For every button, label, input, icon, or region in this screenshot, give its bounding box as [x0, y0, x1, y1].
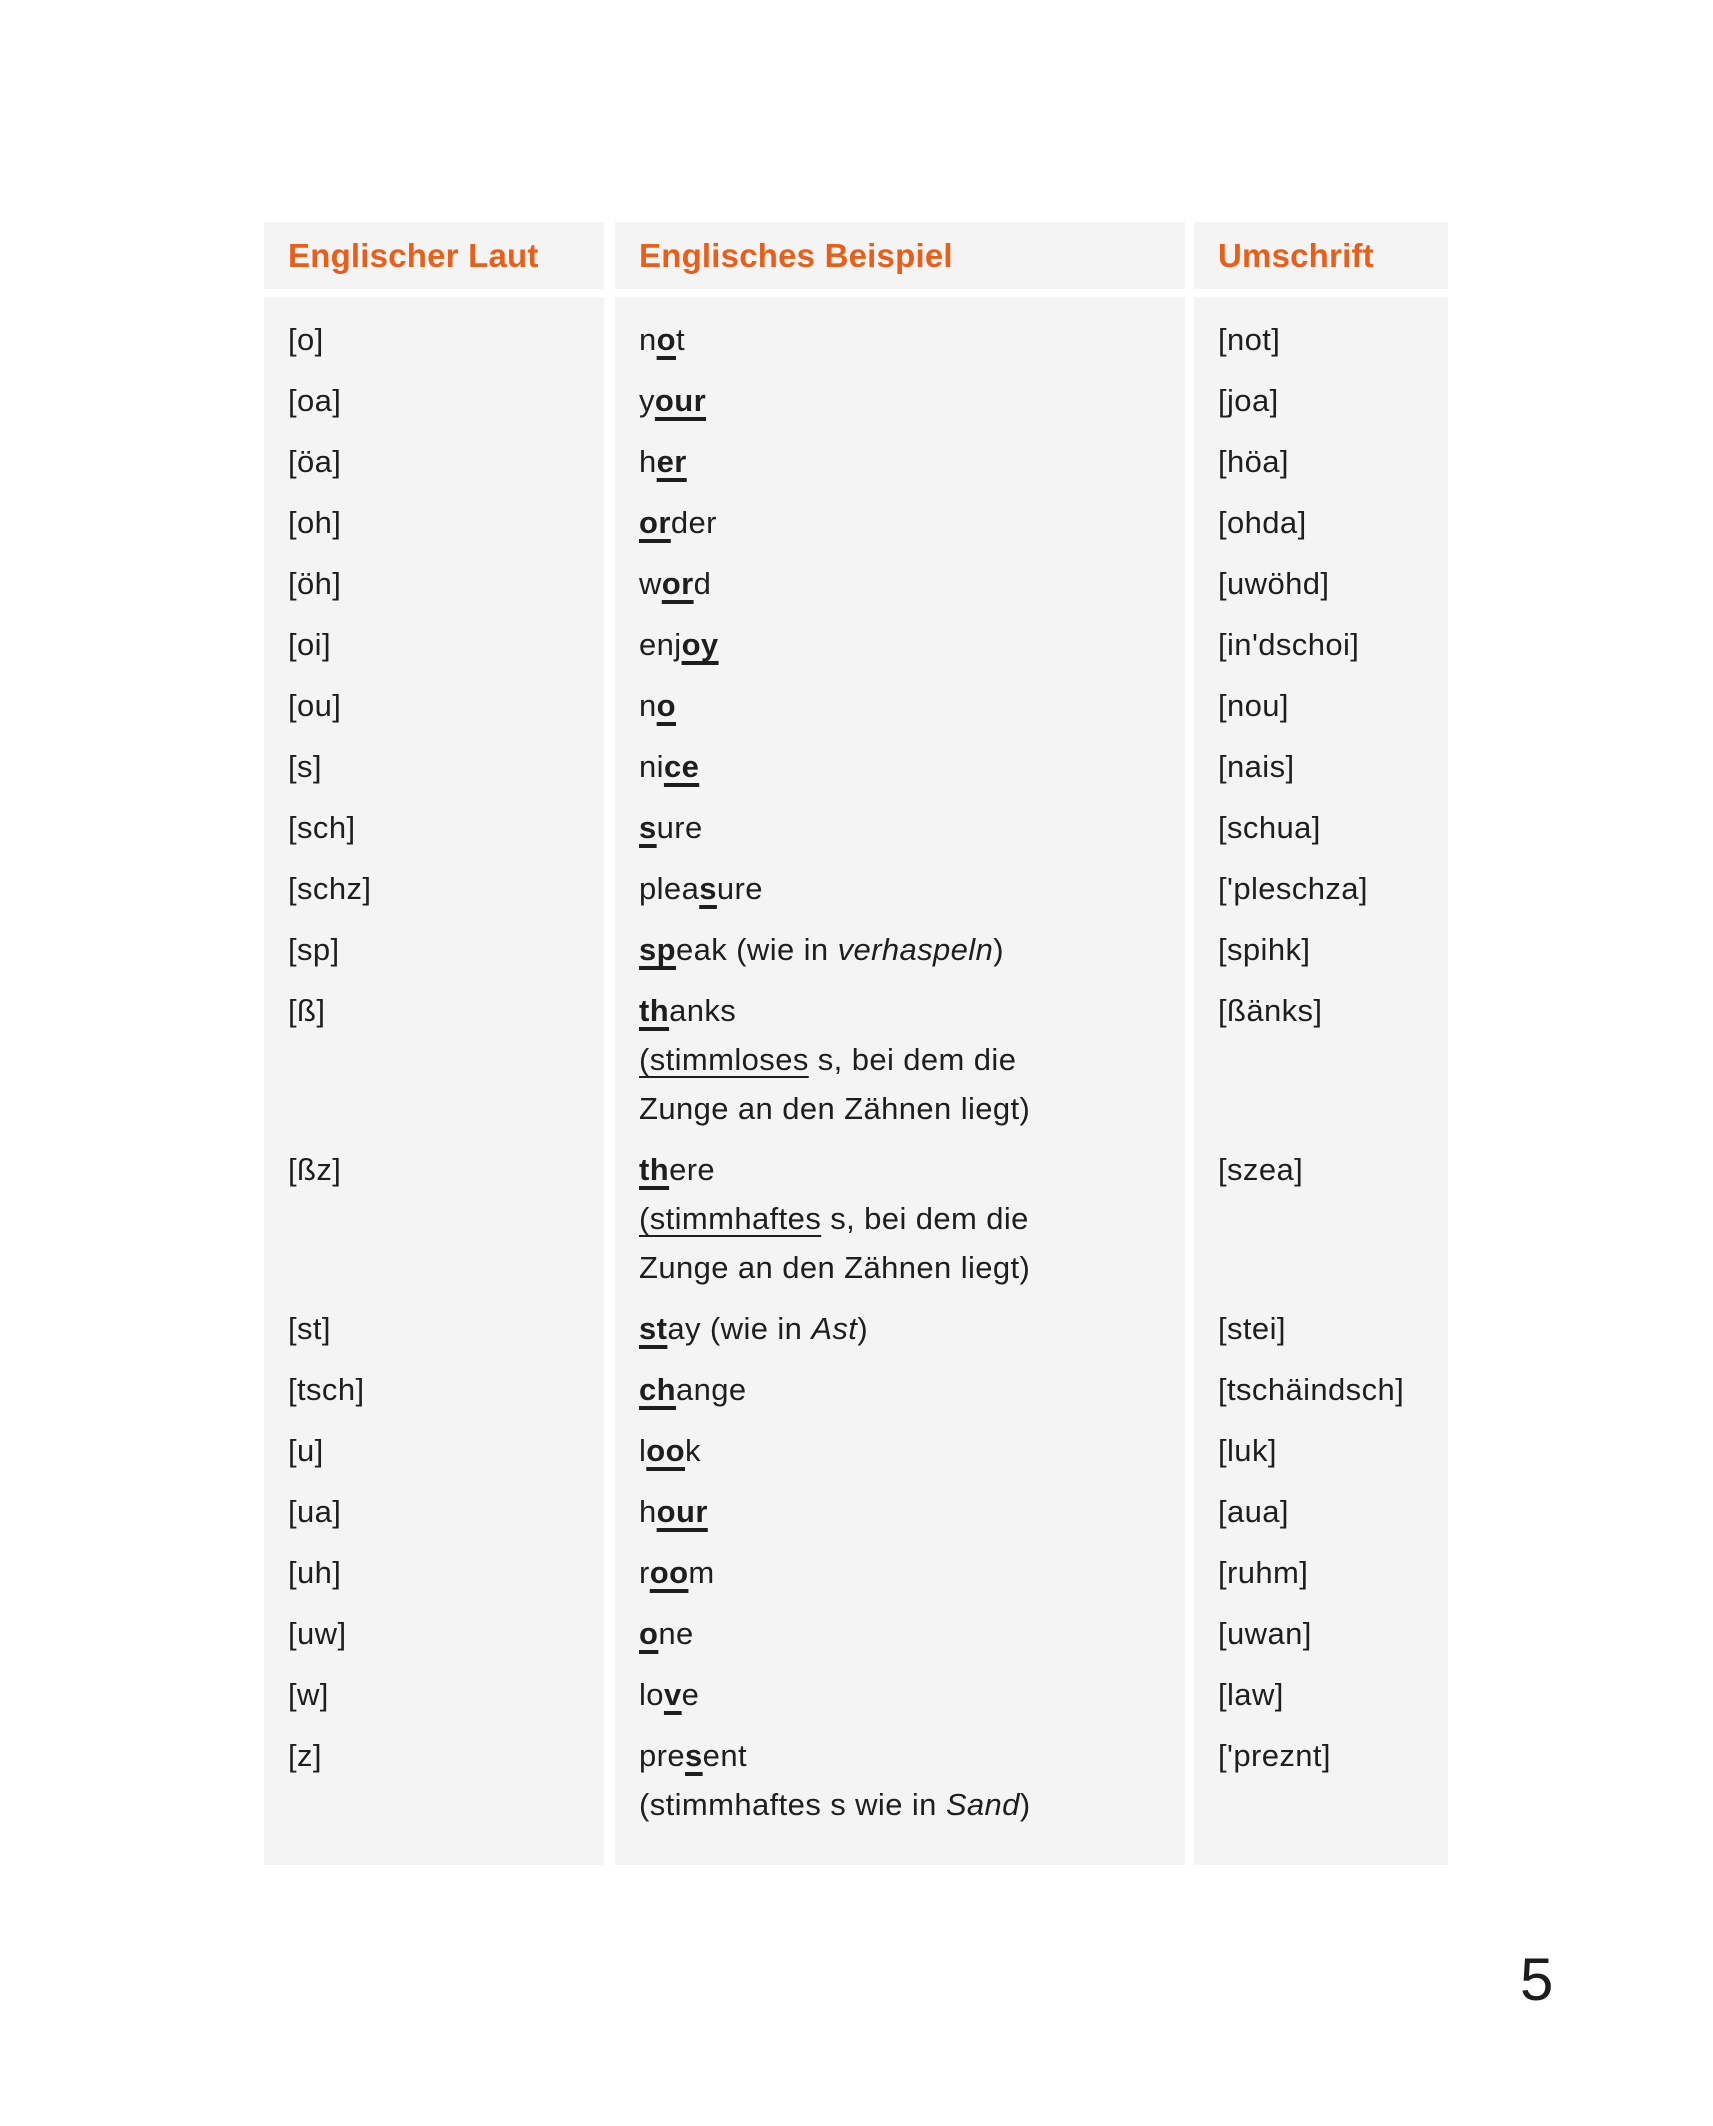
- column-gutter: [1185, 919, 1194, 980]
- column-gutter: [1185, 1664, 1194, 1725]
- example-line: [639, 559, 1185, 608]
- text-segment: r: [639, 1555, 650, 1590]
- text-segment: ent: [702, 1738, 747, 1773]
- laut-cell: [o]: [264, 309, 604, 370]
- emphasized-letters: ce: [663, 749, 700, 784]
- text-segment: n: [639, 322, 657, 357]
- text-segment: ange: [675, 1372, 747, 1407]
- emphasized-letters: or: [639, 505, 671, 540]
- emphasized-letters: oo: [646, 1433, 685, 1468]
- table-row: [264, 1725, 1448, 1835]
- text-segment: s, bei dem die: [821, 1201, 1029, 1236]
- text-segment: anks: [669, 993, 737, 1028]
- column-gutter: [604, 1835, 615, 1865]
- column-gutter: [1185, 370, 1194, 431]
- text-segment: ): [993, 932, 1004, 967]
- text-segment: m: [688, 1555, 715, 1590]
- column-gutter: [604, 919, 615, 980]
- text-segment: plea: [639, 871, 700, 906]
- emphasized-letters: th: [639, 1152, 670, 1187]
- padding-cell: [1194, 297, 1448, 309]
- example-line: [639, 986, 1185, 1035]
- col-header-umschrift: Umschrift: [1194, 222, 1448, 289]
- table-row: [264, 797, 1448, 858]
- page-number: 5: [1520, 1946, 1554, 2013]
- column-gutter: [604, 1359, 615, 1420]
- example-line: [639, 925, 1185, 974]
- column-gutter: [1185, 736, 1194, 797]
- laut-cell: [öa]: [264, 431, 604, 492]
- laut-cell: [u]: [264, 1420, 604, 1481]
- umschrift-cell: ['preznt]: [1194, 1725, 1448, 1835]
- example-cell: [615, 309, 1185, 370]
- col-header-englischer-laut: Englischer Laut: [264, 222, 604, 289]
- table-row: [264, 1542, 1448, 1603]
- laut-cell: [ua]: [264, 1481, 604, 1542]
- column-gutter: [1185, 492, 1194, 553]
- text-segment: l: [639, 1433, 647, 1468]
- column-gutter: [604, 492, 615, 553]
- padding-cell: [264, 297, 604, 309]
- column-gutter: [1185, 1542, 1194, 1603]
- example-cell: [615, 1542, 1185, 1603]
- table-row: [264, 858, 1448, 919]
- column-gutter: [604, 297, 615, 309]
- column-gutter: [1185, 297, 1194, 309]
- example-cell: [615, 858, 1185, 919]
- example-line: [639, 315, 1185, 364]
- laut-cell: [sp]: [264, 919, 604, 980]
- text-segment: Zunge an den Zähnen liegt): [639, 1250, 1031, 1285]
- emphasized-letters: s: [639, 810, 657, 845]
- umschrift-cell: [stei]: [1194, 1298, 1448, 1359]
- text-segment: ure: [716, 871, 763, 906]
- column-gutter: [1185, 1603, 1194, 1664]
- text-segment: Ast: [811, 1311, 858, 1346]
- laut-cell: [oh]: [264, 492, 604, 553]
- table-header-row: [264, 222, 1448, 289]
- example-line: [639, 1145, 1185, 1194]
- example-cell: [615, 492, 1185, 553]
- text-segment: enj: [639, 627, 682, 662]
- text-segment: ne: [658, 1616, 694, 1651]
- column-gutter: [604, 736, 615, 797]
- laut-cell: [st]: [264, 1298, 604, 1359]
- column-gutter: [604, 858, 615, 919]
- text-segment: Zunge an den Zähnen liegt): [639, 1091, 1031, 1126]
- pronunciation-table: [264, 222, 1448, 1865]
- example-line: [639, 681, 1185, 730]
- text-segment: Sand: [945, 1787, 1020, 1822]
- umschrift-cell: [law]: [1194, 1664, 1448, 1725]
- example-line: [639, 1304, 1185, 1353]
- umschrift-cell: [aua]: [1194, 1481, 1448, 1542]
- example-cell: [615, 675, 1185, 736]
- padding-cell: [264, 1835, 604, 1865]
- example-line: [639, 1487, 1185, 1536]
- emphasized-letters: o: [656, 688, 676, 723]
- emphasized-letters: our: [656, 1494, 708, 1529]
- column-gutter: [1185, 1298, 1194, 1359]
- example-cell: [615, 1298, 1185, 1359]
- column-gutter: [1185, 797, 1194, 858]
- example-line: [639, 742, 1185, 791]
- laut-cell: [z]: [264, 1725, 604, 1835]
- laut-cell: [ß]: [264, 980, 604, 1139]
- padding-cell: [1194, 1835, 1448, 1865]
- table-row: [264, 492, 1448, 553]
- text-segment: w: [639, 566, 662, 601]
- umschrift-cell: [höa]: [1194, 431, 1448, 492]
- umschrift-cell: [joa]: [1194, 370, 1448, 431]
- example-line: [639, 1035, 1185, 1084]
- emphasized-letters: er: [656, 444, 687, 479]
- table-padding-row: [264, 297, 1448, 309]
- emphasized-letters: o: [656, 322, 676, 357]
- table-row: [264, 370, 1448, 431]
- example-cell: [615, 1664, 1185, 1725]
- example-cell: [615, 1603, 1185, 1664]
- laut-cell: [uw]: [264, 1603, 604, 1664]
- table-row: [264, 919, 1448, 980]
- umschrift-cell: [in'dschoi]: [1194, 614, 1448, 675]
- emphasized-letters: th: [639, 993, 670, 1028]
- text-segment: ay (wie in: [667, 1311, 812, 1346]
- padding-cell: [615, 297, 1185, 309]
- column-gutter: [1185, 222, 1194, 289]
- laut-cell: [schz]: [264, 858, 604, 919]
- padding-cell: [615, 1835, 1185, 1865]
- column-gutter: [604, 309, 615, 370]
- text-segment: n: [639, 688, 657, 723]
- text-segment: (stimmloses: [639, 1042, 809, 1077]
- table-row: [264, 309, 1448, 370]
- example-line: [639, 1609, 1185, 1658]
- text-segment: pre: [639, 1738, 686, 1773]
- example-cell: [615, 1139, 1185, 1298]
- example-line: [639, 1426, 1185, 1475]
- umschrift-cell: [ruhm]: [1194, 1542, 1448, 1603]
- umschrift-cell: [spihk]: [1194, 919, 1448, 980]
- example-line: [639, 1243, 1185, 1292]
- column-gutter: [1185, 1359, 1194, 1420]
- example-line: [639, 1548, 1185, 1597]
- emphasized-letters: oy: [681, 627, 719, 662]
- column-gutter: [604, 675, 615, 736]
- laut-cell: [ou]: [264, 675, 604, 736]
- column-gutter: [1185, 980, 1194, 1139]
- example-line: [639, 1194, 1185, 1243]
- laut-cell: [oi]: [264, 614, 604, 675]
- text-segment: y: [639, 383, 655, 418]
- column-gutter: [604, 1542, 615, 1603]
- example-cell: [615, 1359, 1185, 1420]
- column-gutter: [604, 1139, 615, 1298]
- column-gutter: [604, 1603, 615, 1664]
- example-cell: [615, 370, 1185, 431]
- column-gutter: [1185, 1420, 1194, 1481]
- emphasized-letters: v: [663, 1677, 682, 1712]
- column-gutter: [1185, 1725, 1194, 1835]
- column-gutter: [604, 1725, 615, 1835]
- example-line: [639, 1731, 1185, 1780]
- emphasized-letters: ch: [639, 1372, 676, 1407]
- umschrift-cell: [ßänks]: [1194, 980, 1448, 1139]
- text-segment: h: [639, 444, 657, 479]
- umschrift-cell: [uwöhd]: [1194, 553, 1448, 614]
- column-gutter: [604, 797, 615, 858]
- text-segment: ere: [669, 1152, 716, 1187]
- example-line: [639, 620, 1185, 669]
- example-line: [639, 864, 1185, 913]
- example-line: [639, 498, 1185, 547]
- table-row: [264, 614, 1448, 675]
- table-row: [264, 1139, 1448, 1298]
- text-segment: verhaspeln: [837, 932, 994, 967]
- text-segment: h: [639, 1494, 657, 1529]
- example-cell: [615, 1725, 1185, 1835]
- example-line: [639, 376, 1185, 425]
- example-cell: [615, 1420, 1185, 1481]
- emphasized-letters: our: [654, 383, 707, 418]
- column-gutter: [1185, 1139, 1194, 1298]
- column-gutter: [1185, 553, 1194, 614]
- column-gutter: [604, 222, 615, 289]
- text-segment: (stimmhaftes s wie in: [639, 1787, 946, 1822]
- emphasized-letters: oo: [649, 1555, 689, 1590]
- column-gutter: [604, 1664, 615, 1725]
- text-segment: e: [681, 1677, 700, 1712]
- column-gutter: [1185, 1481, 1194, 1542]
- column-gutter: [604, 370, 615, 431]
- table-row: [264, 736, 1448, 797]
- umschrift-cell: [uwan]: [1194, 1603, 1448, 1664]
- table-padding-row: [264, 1835, 1448, 1865]
- text-segment: eak (wie in: [675, 932, 838, 967]
- column-gutter: [604, 553, 615, 614]
- example-cell: [615, 919, 1185, 980]
- column-gutter: [604, 1420, 615, 1481]
- column-gutter: [1185, 675, 1194, 736]
- text-segment: ): [857, 1311, 869, 1346]
- example-line: [639, 437, 1185, 486]
- example-line: [639, 1780, 1185, 1829]
- umschrift-cell: [nais]: [1194, 736, 1448, 797]
- column-gutter: [1185, 309, 1194, 370]
- text-segment: t: [676, 322, 686, 357]
- column-gutter: [604, 980, 615, 1139]
- example-cell: [615, 1481, 1185, 1542]
- laut-cell: [ßz]: [264, 1139, 604, 1298]
- example-line: [639, 1670, 1185, 1719]
- emphasized-letters: s: [699, 871, 717, 906]
- laut-cell: [tsch]: [264, 1359, 604, 1420]
- column-gutter: [1185, 1835, 1194, 1865]
- emphasized-letters: o: [639, 1616, 659, 1651]
- example-cell: [615, 736, 1185, 797]
- example-cell: [615, 553, 1185, 614]
- umschrift-cell: [schua]: [1194, 797, 1448, 858]
- column-gutter: [604, 1298, 615, 1359]
- laut-cell: [s]: [264, 736, 604, 797]
- column-gutter: [1185, 614, 1194, 675]
- example-cell: [615, 797, 1185, 858]
- table-body: [264, 297, 1448, 1865]
- table-row: [264, 1603, 1448, 1664]
- laut-cell: [öh]: [264, 553, 604, 614]
- emphasized-letters: sp: [639, 932, 676, 967]
- text-segment: lo: [639, 1677, 664, 1712]
- column-gutter: [1185, 431, 1194, 492]
- text-segment: ure: [656, 810, 703, 845]
- table-row: [264, 980, 1448, 1139]
- column-gutter: [1185, 858, 1194, 919]
- umschrift-cell: [szea]: [1194, 1139, 1448, 1298]
- table-row: [264, 1420, 1448, 1481]
- text-segment: d: [693, 566, 712, 601]
- text-segment: s, bei dem die: [808, 1042, 1017, 1077]
- example-line: [639, 1365, 1185, 1414]
- emphasized-letters: st: [639, 1311, 668, 1346]
- example-cell: [615, 980, 1185, 1139]
- laut-cell: [oa]: [264, 370, 604, 431]
- text-segment: ni: [639, 749, 664, 784]
- umschrift-cell: ['pleschza]: [1194, 858, 1448, 919]
- table-row: [264, 1481, 1448, 1542]
- umschrift-cell: [ohda]: [1194, 492, 1448, 553]
- laut-cell: [sch]: [264, 797, 604, 858]
- umschrift-cell: [nou]: [1194, 675, 1448, 736]
- table-row: [264, 431, 1448, 492]
- emphasized-letters: s: [685, 1738, 703, 1773]
- text-segment: (stimmhaftes: [639, 1201, 822, 1236]
- table-row: [264, 1298, 1448, 1359]
- laut-cell: [w]: [264, 1664, 604, 1725]
- table-row: [264, 1359, 1448, 1420]
- emphasized-letters: or: [661, 566, 694, 601]
- table-row: [264, 1664, 1448, 1725]
- laut-cell: [uh]: [264, 1542, 604, 1603]
- col-header-englisches-beispiel: Englisches Beispiel: [615, 222, 1185, 289]
- example-cell: [615, 614, 1185, 675]
- column-gutter: [604, 614, 615, 675]
- column-gutter: [604, 431, 615, 492]
- text-segment: ): [1019, 1787, 1031, 1822]
- column-gutter: [604, 1481, 615, 1542]
- text-segment: k: [684, 1433, 701, 1468]
- example-line: [639, 803, 1185, 852]
- table-row: [264, 553, 1448, 614]
- example-line: [639, 1084, 1185, 1133]
- umschrift-cell: [not]: [1194, 309, 1448, 370]
- umschrift-cell: [luk]: [1194, 1420, 1448, 1481]
- table-row: [264, 675, 1448, 736]
- umschrift-cell: [tschäindsch]: [1194, 1359, 1448, 1420]
- text-segment: der: [670, 505, 717, 540]
- example-cell: [615, 431, 1185, 492]
